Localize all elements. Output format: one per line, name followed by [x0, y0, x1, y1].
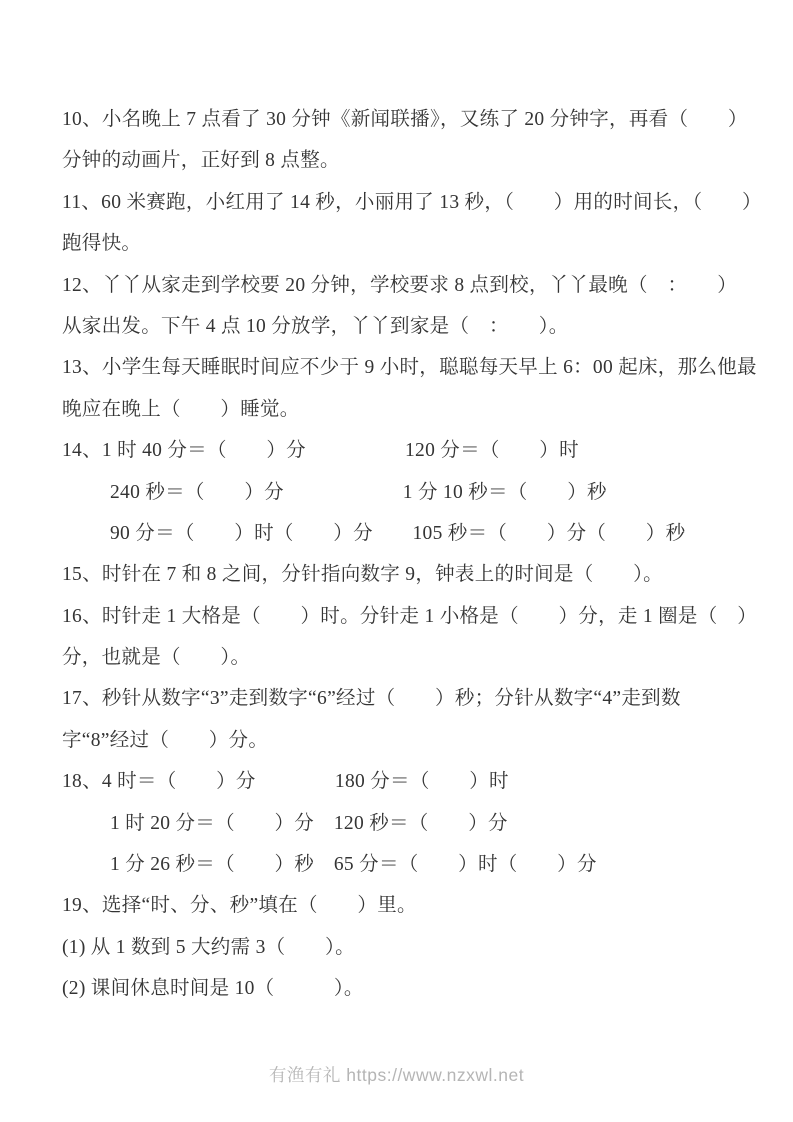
worksheet-line: 字“8”经过（ ）分。: [62, 729, 269, 751]
worksheet-line: 分，也就是（ ）。: [62, 647, 251, 669]
worksheet-line: 12、丫丫从家走到学校要 20 分钟，学校要求 8 点到校，丫丫最晚（ ： ）: [62, 274, 737, 296]
worksheet-line: 16、时针走 1 大格是（ ）时。分针走 1 小格是（ ）分，走 1 圈是（ ）: [62, 605, 758, 627]
worksheet-line: 10、小名晚上 7 点看了 30 分钟《新闻联播》，又练了 20 分钟字，再看（ ）: [62, 109, 748, 130]
worksheet-line: 17、秒针从数字“3”走到数字“6”经过（ ）秒；分针从数字“4”走到数: [62, 688, 681, 710]
worksheet-line: 跑得快。: [62, 233, 142, 255]
worksheet-line: 13、小学生每天睡眠时间应不少于 9 小时，聪聪每天早上 6：00 起床，那么他最: [62, 357, 757, 379]
worksheet-line: (1) 从 1 数到 5 大约需 3（ ）。: [62, 936, 355, 958]
worksheet-line: 240 秒＝（ ）分 1 分 10 秒＝（ ）秒: [110, 481, 607, 503]
worksheet-line: 14、1 时 40 分＝（ ）分 120 分＝（ ）时: [62, 440, 579, 462]
worksheet-line: 1 分 26 秒＝（ ）秒 65 分＝（ ）时（ ）分: [110, 854, 597, 876]
worksheet-line: 15、时针在 7 和 8 之间，分针指向数字 9，钟表上的时间是（ ）。: [62, 564, 663, 586]
worksheet-line: (2) 课间休息时间是 10（ ）。: [62, 978, 364, 1000]
worksheet-line: 19、选择“时、分、秒”填在（ ）里。: [62, 895, 417, 917]
worksheet-line: 从家出发。下午 4 点 10 分放学，丫丫到家是（ ： ）。: [62, 315, 569, 337]
footer-watermark: 有渔有礼 https://www.nzxwl.net: [268, 1065, 525, 1085]
worksheet-line: 1 时 20 分＝（ ）分 120 秒＝（ ）分: [110, 812, 508, 834]
worksheet-content: [62, 99, 762, 1010]
page-footer: [0, 1062, 793, 1088]
worksheet-line: 分钟的动画片，正好到 8 点整。: [62, 150, 340, 172]
worksheet-line: 晚应在晚上（ ）睡觉。: [62, 398, 300, 420]
worksheet-line: 90 分＝（ ）时（ ）分 105 秒＝（ ）分（ ）秒: [110, 522, 686, 544]
worksheet-line: 18、4 时＝（ ）分 180 分＝（ ）时: [62, 771, 509, 793]
worksheet-line: 11、60 米赛跑，小红用了 14 秒，小丽用了 13 秒，（ ）用的时间长，（ ）: [62, 191, 762, 213]
